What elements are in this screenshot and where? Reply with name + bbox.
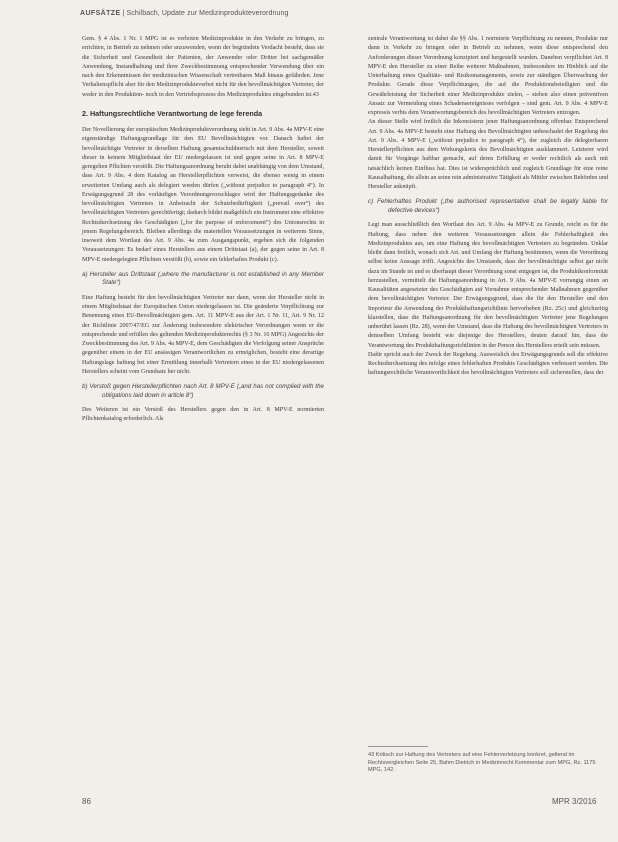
left-column [82,35,324,425]
right-paragraph-3: Legt man ausschließlich den Wortlaut des Art. 9 Abs. 4a MPV-E zu Grunde, reicht es für die Haftung, dass neben den weiteren Voraussetzungen allein die Fehlerhaftigkeit des Medizinproduktes aus, um eine Haftung des bevollmächtigten Vertreters zu begründen. Unklar bleibt dann freilich, wonach sich Art. und Umfang der Haftung bestimmen, wenn die Verordnung selbst keine Aussage trifft. Angesichts des Umstands, dass der bevollmächtigte selbst gar nicht dazu im Stande ist und es überhaupt dieser Verordnung sonst entgegen ist, die Produktkonformität herzustellen, vermittelt die Haftungsanordnung in Art. 9 Abs. 4a MPV-E vorrangig einen an Kausalitäten angesetzter des Geschädigten auf Vornahme entsprechender Maßnahmen gegenüber dem bevollmächtigten Vertreter. Der Erwägungsgrund, dass die für den Hersteller und den Importeur die Anwendung der Produkthaftungsrichtlinie hervorheben (Rz. 25c) und gleichzeitig klarstellen, dass die Haftungsanordnung für den bevollmächtigten Vertreter jene Regelungen unberührt lassen (Rz. 28), wenn der Umstand, dass die Haftung des bevollmächtigten Vertreters in demselben Umfang besteht wie diejenige des Herstellers, deuten darauf hin, dass die Verantwortung des Produkthaftungsrichtlinien in der Person des Herstellers erteilt sein müssen. [368,222,608,349]
subheading-b: b) Verstoß gegen Herstellerpflichten nach Art. 8 MPV-E („and has not complied with the obligations laid down in article 8“) [82,383,324,399]
header-section-tag: AUFSÄTZE [80,10,121,17]
right-paragraph-2: An dieser Stelle wird freilich die Inkonsistenz jener Haftungsanordnung offenbar. Entsprechend Art. 9 Abs. 4a MPV-E besteht eine Haftung des Bevollmächtigten unbeschadet der Regelung des Art. 9 Abs. 4 MPV-E („without prejudice to paragraph 4“), der zugleich die delegierbaren Herstellerpflichten aus dem Wirkungskreis des Bevollmächtigten ausklammert. Letzterer wird damit für Vorgänge haftbar gemacht, auf deren Erfüllung er weder rechtlich als auch mit tatsächlich keinen Einfluss hat. Dies ist widersprüchlich und zugleich Grundlage für eine reine Kausalhaftung, die allein an seine rein administrative Tätigkeit als Mittler zwischen Behörden und Hersteller anknüpft. [368,119,609,190]
footnote-divider [368,746,428,747]
subheading-a: a) Hersteller aus Drittstaat („where the manufacturer is not established in any Member State“) [82,270,324,287]
left-paragraph-2: Der Novellierung der europäischen Medizinproduktverordnung sieht in Art. 9 Abs. 4a MPV-E eine eigenständige Haftungsgrundlage für den EU Bevollmächtigten vor. Danach haftet der bevollmächtigte Vertreter in derselben Haftung gesamtschuldnerisch mit dem Hersteller, soweit dieser in keinem Mitgliedstaat der EU niedergelassen ist und gegen seine in Art. 8 MPV-E geregelten Pflichten verstößt. Die Haftungsanordnung beruht dabei unabhängig von dem Umstand, dass Art. 9 Abs. 4 dem Katalog an Herstellerpflichten verweist, die ebenso wenig in einem erweiterten Umfang auch als delegiert werden dürfen („without prejudice to paragraph 4“). In Erwägungsgrund 28 des vorläufigen Verordnungsvorschlages wird der Haftungsgedanke des bevollmächtigten Vertreters in Anbetracht der Schutzbedürftigkeit („prevail over“) des bevollmächtigten Vertreters gerechtfertigt; dadurch bildet maßgeblich ein Instrument eine effektive Rechtsdurchsetzung des Geschädigten („for the purpose of enforcement“) des Unionsrechts in jenem Regelungsbereich. Bleiben allerdings die materiellen Voraussetzungen in weiterem Sinne, insoweit dem Wortlaut des Art. 9 Abs. 4a zum Ausgangspunkt, ergeben sich die folgenden Voraussetzungen: Es bedarf eines Herstellers aus einem Drittstaat (a), der gegen seine in Art. 8 MPV-E niedergelegten Pflichten verstößt (b), sowie ein fehlerhaftes Produkt (c). [82,127,324,263]
right-paragraph-4: Dafür spricht auch der Zweck der Regelung. Ausweislich des Erwägungsgrunds soll die effektive Rechtsdurchsetzung des infolge eines fehlerhaften Produkts Geschädigten verbessert werden. Die haftungsrechtliche Verantwortlichkeit des bevollmächtigten Vertreters soll sicherstellen, dass der [368,351,608,377]
header-article-title: | Schilbach, Update zur Medizinprodukteverordnung [122,10,289,17]
section-heading: 2. Haftungsrechtliche Verantwortung de lege ferenda [82,108,263,118]
subheading-c: c) Fehlerhaftes Produkt („the authorised representative shall be legally liable for defective devices“) [368,198,608,214]
page-number: 86 [82,797,91,806]
right-column [368,35,608,379]
journal-issue: MPR 3/2016 [552,797,597,806]
running-header [80,10,600,17]
footnote: 43 Kritisch zur Haftung des Vertreters auf eine Fehlerverletzung konkret, geltend im Rechtsvergleichen Seite 25, Bahm Dietrich in Medizinrecht Kommentar zum MPG, Rz. 1175 MPG, 142. [368,752,596,773]
left-paragraph-3: Eine Haftung besteht für den bevollmächtigten Vertreter nur dann, wenn der Hersteller nicht in einem Mitgliedstaat der Europäischen Union niedergelassen ist. Die geänderte Verpflichtung zur Benennung eines EU-Bevollmächtigten gem. Art. 11 MPV-E aus der Art. 1 Nr. 11, Art. 9 Nr. 12 der Richtlinie 2007/47/EG zur Änderung insbesondere elektrischer Verordnungen wenn er die entsprechende und erfüllen des geltenden Medizinprodukterechts (§ 3 Nr. 16 MPG) Angesichts der Zweckbestimmung des Art. 9 Abs. 4a MPV-E, dem Geschädigten die Verfolgung seiner Ansprüche gegenüber einem in der EU ansässigen Verantwortlichen zu ermöglichen, besteht eine derartige Haftungslage haftung bei einer Ermittlung innerhalb Vertretern eines in der EU niedergelassenen Herstellers scheint vom Grundsatz her nicht. [82,294,324,375]
right-paragraph-1: zentrale Verantwortung ist dabei die §§ Abs. 1 normierte Verpflichtung zu nennen, Produkte nur dann in Verkehr zu bringen oder in Betrieb zu nehmen, wenn diese entsprechend den Anforderungen dieser Verordnung konzipiert und hergestellt wurden. Daneben verpflichtet Art. 8 MPV-E den Hersteller zu einer Reihe weiterer Maßnahmen, insbesondere im Hinblick auf die Unterhaltung eines Qualitäts- und Risikomanagements, sowie zur ständigen Überwachung der Produkte. Gerade diese Verpflichtungen, die auf die Produktionsbeteiligten und die Gewährleistung der Sicherheit einer Medizinprodukte zielen, – stehen also einen präventiven Ansatz zur Vermeidung eines Schadensereignisses verfolgen – sind gem. Art. 9 Abs. 4 MPV-E expressis verbis dem Verantwortungsbereich des bevollmächtigten Vertreters entzogen. [368,36,608,116]
left-paragraph-1: Gem. § 4 Abs. 1 Nr. 1 MPG ist es verboten Medizinprodukte in den Verkehr zu bringen, zu errichten, in Betrieb zu nehmen oder anzuwenden, wenn der begründete Verdacht besteht, dass sie die Sicherheit und Gesundheit der Patienten, der Anwender oder Dritter bei sachgemäßer Anwendung, Instandhaltung und ihrer Zweckbestimmung entsprechender Verwendung über ein nach den Erkenntnissen der medizinischen Wissenschaft vertretbares Maß hinaus gefährden. Jene Verhaltenspflicht aber für den Medizinprodukteverbot nicht für den bevollmächtigten Vertreter, der weder in den Produktion- noch in den Vertriebsprozess des Medizinproduktes eingebunden ist.43 [82,36,324,98]
left-paragraph-4: Des Weiteren ist ein Verstoß des Herstellers gegen den in Art. 8 MPV-E normierten Pflichtenkatalog erforderlich. Als [82,407,324,423]
